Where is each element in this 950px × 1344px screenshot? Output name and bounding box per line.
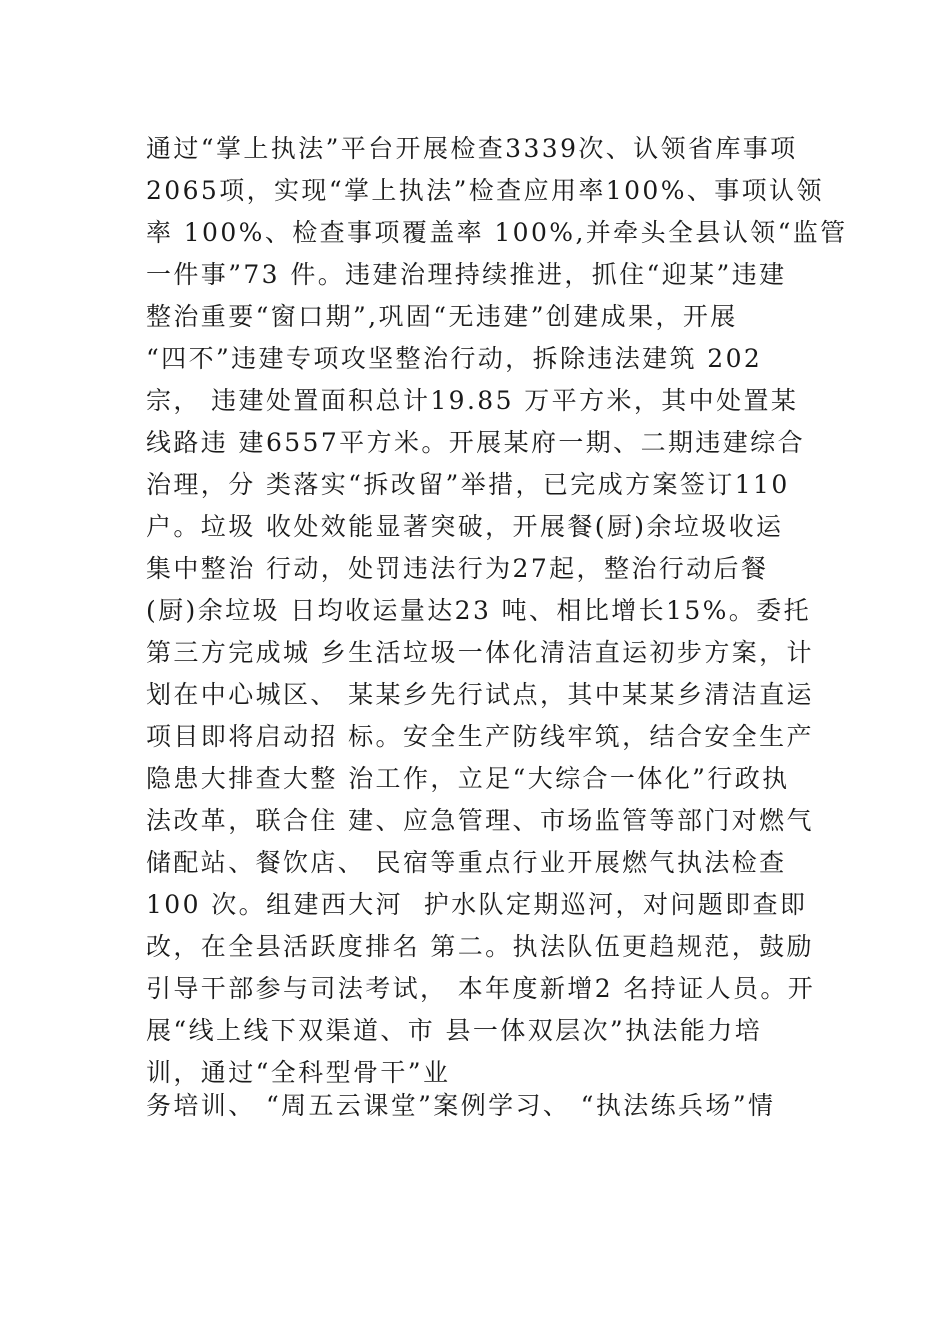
- text-line: 户。垃圾 收处效能显著突破，开展餐(厨)余垃圾收运: [146, 512, 784, 541]
- text-line: 治理，分 类落实“拆改留”举措，已完成方案签订110: [146, 470, 790, 499]
- text-line: 整治重要“窗口期”,巩固“无违建”创建成果，开展: [146, 302, 738, 331]
- text-line: 隐患大排查大整 治工作，立足“大综合一体化”行政执: [146, 764, 790, 793]
- text-line: 2065项，实现“掌上执法”检查应用率100%、事项认领: [146, 176, 824, 205]
- text-line: 展“线上线下双渠道、市 县一体双层次”执法能力培: [146, 1016, 763, 1045]
- text-line: 集中整治 行动，处罚违法行为27起，整治行动后餐: [146, 554, 769, 583]
- text-line: 率 100%、检查事项覆盖率 100%,并牵头全县认领“监管: [146, 218, 848, 247]
- text-line: 线路违 建6557平方米。开展某府一期、二期违建综合: [146, 428, 805, 457]
- text-line: “四不”违建专项攻坚整治行动，拆除违法建筑 202: [146, 344, 763, 373]
- text-line: 法改革，联合住 建、应急管理、市场监管等部门对燃气: [146, 806, 814, 835]
- text-line: 第三方完成城 乡生活垃圾一体化清洁直运初步方案，计: [146, 638, 814, 667]
- text-line: 改，在全县活跃度排名 第二。执法队伍更趋规范，鼓励: [146, 932, 814, 961]
- text-line: (厨)余垃圾 日均收运量达23 吨、相比增长15%。委托: [146, 596, 811, 625]
- text-line: 划在中心城区、 某某乡先行试点，其中某某乡清洁直运: [146, 680, 814, 709]
- text-line: 项目即将启动招 标。安全生产防线牢筑，结合安全生产: [146, 722, 814, 751]
- text-line: 训，通过“全科型骨干”业: [146, 1058, 451, 1087]
- text-line: 储配站、餐饮店、 民宿等重点行业开展燃气执法检查: [146, 848, 787, 877]
- text-line: 通过“掌上执法”平台开展检查3339次、认领省库事项: [146, 134, 798, 163]
- body-paragraph: [146, 128, 848, 1094]
- text-line: 100 次。组建西大河 护水队定期巡河，对问题即查即: [146, 890, 808, 919]
- text-line: 引导干部参与司法考试， 本年度新增2 名持证人员。开: [146, 974, 816, 1003]
- text-line: 宗， 违建处置面积总计19.85 万平方米，其中处置某: [146, 386, 799, 415]
- text-line-last: 务培训、 “周五云课堂”案例学习、 “执法练兵场”情: [146, 1091, 776, 1120]
- text-line: 一件事”73 件。违建治理持续推进，抓住“迎某”违建: [146, 260, 787, 289]
